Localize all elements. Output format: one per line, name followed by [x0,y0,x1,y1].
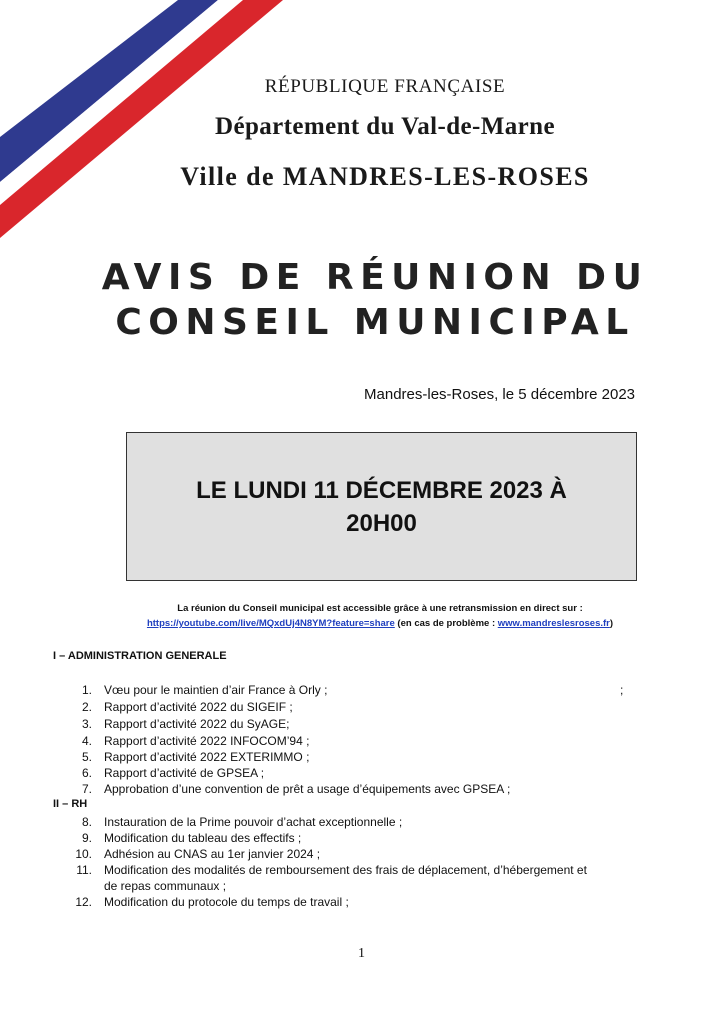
item-number: 10. [75,847,92,861]
item-text: Rapport d’activité 2022 du SyAGE; [104,717,290,731]
item-text: Modification des modalités de remboursement des frais de déplacement, d’hébergement et [104,863,587,877]
republique-heading: RÉPUBLIQUE FRANÇAISE [264,76,506,97]
item-text: Instauration de la Prime pouvoir d’achat exceptionnelle ; [104,815,403,829]
item-number: 9. [81,831,92,845]
broadcast-notice: La réunion du Conseil municipal est accessible grâce à une retransmission en direct sur : [177,603,583,614]
meeting-date-box [126,432,637,581]
ville-heading: Ville de MANDRES-LES-ROSES [180,162,590,191]
item-text: Rapport d’activité de GPSEA ; [104,766,265,780]
fallback-text: (en cas de problème : [394,618,498,629]
section-heading-rh: II – RH [53,798,88,810]
notice-title-line-1: AVIS DE RÉUNION DU [101,257,649,298]
notice-title-line-2: CONSEIL MUNICIPAL [115,302,635,343]
meeting-time: 20H00 [346,510,417,537]
item-text: Adhésion au CNAS au 1er janvier 2024 ; [104,847,321,861]
item-text: Rapport d’activité 2022 INFOCOM’94 ; [104,734,310,748]
closing-paren: ) [609,618,614,629]
page-number: 1 [358,946,365,961]
item-number: 4. [81,734,92,748]
item-text-continuation: de repas communaux ; [104,879,227,893]
item-text: Modification du protocole du temps de travail ; [104,895,349,909]
document-date: Mandres-les-Roses, le 5 décembre 2023 [364,386,635,403]
item-trailing-mark: ; [620,683,624,697]
item-text: Vœu pour le maintien d’air France à Orly ; [104,683,328,697]
item-number: 6. [81,766,92,780]
item-number: 11. [76,863,92,877]
section-heading-admin: I – ADMINISTRATION GENERALE [53,650,227,662]
item-number: 1. [81,683,92,697]
departement-heading: Département du Val-de-Marne [215,113,555,140]
item-number: 8. [81,815,92,829]
item-text: Rapport d’activité 2022 du SIGEIF ; [104,700,293,714]
youtube-link[interactable]: https://youtube.com/live/MQxdUj4N8YM?feature=share [146,618,395,629]
item-text: Modification du tableau des effectifs ; [104,831,302,845]
item-number: 2. [81,700,92,714]
item-text: Approbation d’une convention de prêt a usage d’équipements avec GPSEA ; [104,782,511,796]
item-number: 12. [75,895,92,909]
meeting-date: LE LUNDI 11 DÉCEMBRE 2023 À [196,477,567,504]
broadcast-links [100,618,660,629]
item-number: 3. [81,717,92,731]
item-number: 7. [81,782,92,796]
website-link[interactable]: www.mandreslesroses.fr [497,618,610,629]
item-number: 5. [81,750,92,764]
item-text: Rapport d’activité 2022 EXTERIMMO ; [104,750,310,764]
